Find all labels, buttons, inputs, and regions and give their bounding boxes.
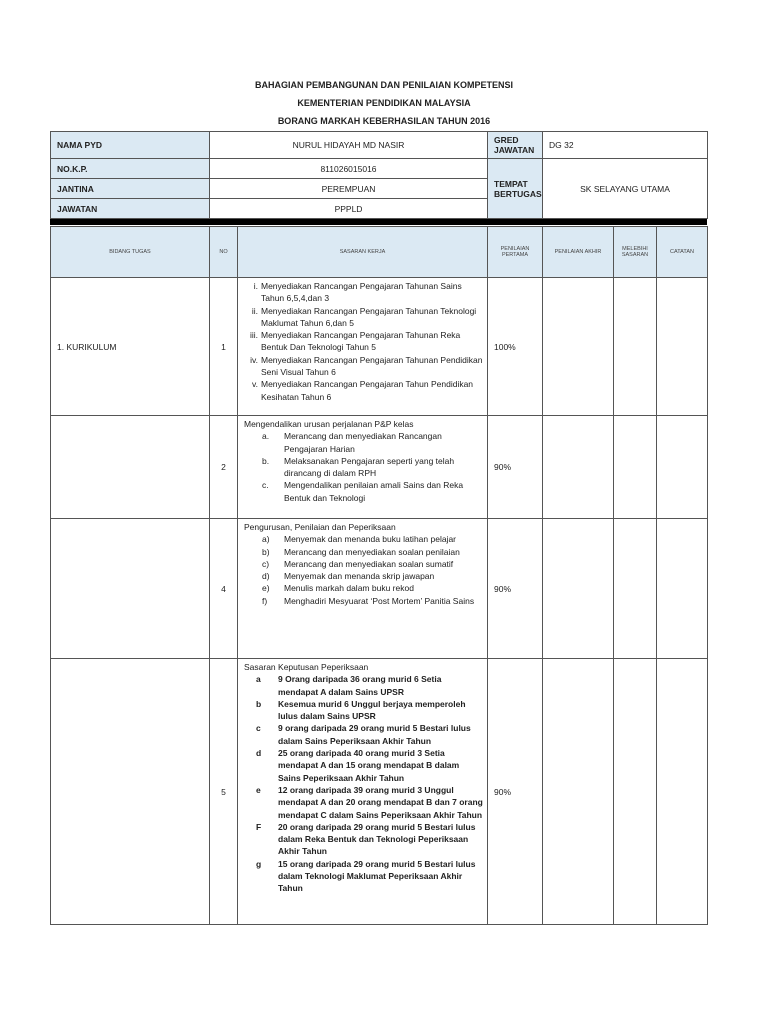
list-item: F 20 orang daripada 29 orang murid 5 Bestari lulus dalam Reka Bentuk dan Teknologi Peperiksaan Akhir Tahun	[256, 821, 476, 857]
melebihi-cell	[614, 659, 657, 925]
sasaran-cell	[238, 416, 488, 519]
col-no: NO	[210, 227, 238, 278]
list-intro: Mengendalikan urusan perjalanan P&P kelas	[244, 419, 414, 429]
penilaian-akhir-cell	[543, 416, 614, 519]
list-item: c) Merancang dan menyediakan soalan sumatif	[262, 558, 454, 569]
col-bidang: BIDANG TUGAS	[51, 227, 210, 278]
list-item: b Kesemua murid 6 Unggul berjaya memperoleh lulus dalam Sains UPSR	[256, 698, 466, 722]
penilaian-akhir-cell	[543, 659, 614, 925]
gred-label: GRED JAWATAN	[488, 132, 543, 159]
col-sasaran: SASARAN KERJA	[238, 227, 488, 278]
divider-bar	[50, 219, 707, 225]
nokp-label: NO.K.P.	[51, 159, 210, 179]
catatan-cell	[657, 416, 708, 519]
list-intro: Pengurusan, Penilaian dan Peperiksaan	[244, 522, 396, 532]
list-item: g 15 orang daripada 29 orang murid 5 Bestari lulus dalam Teknologi Maklumat Peperiksaan Akhir Tahun	[256, 858, 476, 894]
bidang-cell	[51, 659, 210, 925]
tempat-label: TEMPAT BERTUGAS	[488, 159, 543, 219]
catatan-cell	[657, 519, 708, 659]
table-row	[51, 519, 708, 659]
header-line-1: BAHAGIAN PEMBANGUNAN DAN PENILAIAN KOMPETENSI	[254, 80, 513, 90]
tempat-value: SK SELAYANG UTAMA	[543, 159, 708, 219]
melebihi-cell	[614, 278, 657, 416]
catatan-cell	[657, 659, 708, 925]
list-item: d 25 orang daripada 40 orang murid 3 Setia mendapat A dan 15 orang mendapat B dalam Sains Peperiksaan Akhir Tahun	[256, 748, 460, 783]
header-line-3: BORANG MARKAH KEBERHASILAN TAHUN 2016	[277, 116, 491, 126]
sasaran-table	[50, 226, 708, 925]
header-line-2: KEMENTERIAN PENDIDIKAN MALAYSIA	[297, 98, 471, 108]
penilaian-akhir-cell	[543, 278, 614, 416]
list-item: f) Menghadiri Mesyuarat ‘Post Mortem’ Panitia Sains	[262, 595, 475, 606]
jantina-value: PEREMPUAN	[210, 179, 488, 199]
list-item: e) Menulis markah dalam buku rekod	[262, 583, 414, 594]
list-item: v. Menyediakan Rancangan Pengajaran Tahun Pendidikan Kesihatan Tahun 6	[252, 379, 474, 402]
melebihi-cell	[614, 519, 657, 659]
penilaian-akhir-cell	[543, 519, 614, 659]
bidang-cell	[51, 416, 210, 519]
list-item: a 9 Orang daripada 36 orang murid 6 Setia mendapat A dalam Sains UPSR	[256, 674, 442, 697]
nama-label: NAMA PYD	[51, 132, 210, 159]
no-cell: 2	[210, 416, 238, 519]
list-item: a) Menyemak dan menanda buku latihan pelajar	[262, 534, 457, 545]
col-catatan: CATATAN	[657, 227, 708, 278]
sasaran-cell	[238, 659, 488, 925]
list-item: ii. Menyediakan Rancangan Pengajaran Tahunan Teknologi Maklumat Tahun 6,dan 5	[251, 305, 477, 328]
list-item: c 9 orang daripada 29 orang murid 5 Bestari lulus dalam Sains Peperiksaan Akhir Tahun	[256, 723, 471, 746]
list-item: iii. Menyediakan Rancangan Pengajaran Tahunan Reka Bentuk Dan Teknologi Tahun 5	[249, 330, 461, 353]
sasaran-cell	[238, 519, 488, 659]
bidang-cell: 1. KURIKULUM	[51, 278, 210, 416]
nama-value: NURUL HIDAYAH MD NASIR	[210, 132, 488, 159]
col-melebihi: MELEBIHI SASARAN	[614, 227, 657, 278]
list-item: iv. Menyediakan Rancangan Pengajaran Tahunan Pendidikan Seni Visual Tahun 6	[250, 354, 483, 378]
nokp-value: 811026015016	[210, 159, 488, 179]
table-row	[51, 416, 708, 519]
list-item: c. Mengendalikan penilaian amali Sains dan Reka Bentuk dan Teknologi	[262, 480, 464, 503]
bidang-cell	[51, 519, 210, 659]
penilaian-pertama-cell: 90%	[488, 519, 543, 659]
jantina-label: JANTINA	[51, 179, 210, 199]
no-cell: 5	[210, 659, 238, 925]
list-item: a. Merancang dan menyediakan Rancangan Pengajaran Harian	[262, 431, 442, 454]
penilaian-pertama-cell: 90%	[488, 659, 543, 925]
penilaian-pertama-cell: 90%	[488, 416, 543, 519]
sasaran-cell	[238, 278, 488, 416]
table-row	[51, 659, 708, 925]
melebihi-cell	[614, 416, 657, 519]
no-cell: 1	[210, 278, 238, 416]
penilaian-pertama-cell: 100%	[488, 278, 543, 416]
table-row	[51, 278, 708, 416]
col-pertama: PENILAIAN PERTAMA	[488, 227, 543, 278]
gred-value: DG 32	[543, 132, 708, 159]
list-item: e 12 orang daripada 39 orang murid 3 Unggul mendapat A dan 20 orang mendapat B dan 7 orang mendapat C dalam Sains Peperiksaan Akhir Tahun	[256, 784, 483, 820]
list-intro: Sasaran Keputusan Peperiksaan	[244, 662, 369, 672]
list-item: b. Melaksanakan Pengajaran seperti yang telah dirancang di dalam RPH	[262, 455, 455, 479]
col-akhir: PENILAIAN AKHIR	[543, 227, 614, 278]
catatan-cell	[657, 278, 708, 416]
jawatan-label: JAWATAN	[51, 199, 210, 219]
list-item: d) Menyemak dan menanda skrip jawapan	[262, 571, 435, 582]
list-item: i. Menyediakan Rancangan Pengajaran Tahunan Sains Tahun 6,5,4,dan 3	[253, 281, 462, 304]
jawatan-value: PPPLD	[210, 199, 488, 219]
info-table	[50, 131, 708, 219]
list-item: b) Merancang dan menyediakan soalan penilaian	[262, 546, 460, 557]
no-cell: 4	[210, 519, 238, 659]
